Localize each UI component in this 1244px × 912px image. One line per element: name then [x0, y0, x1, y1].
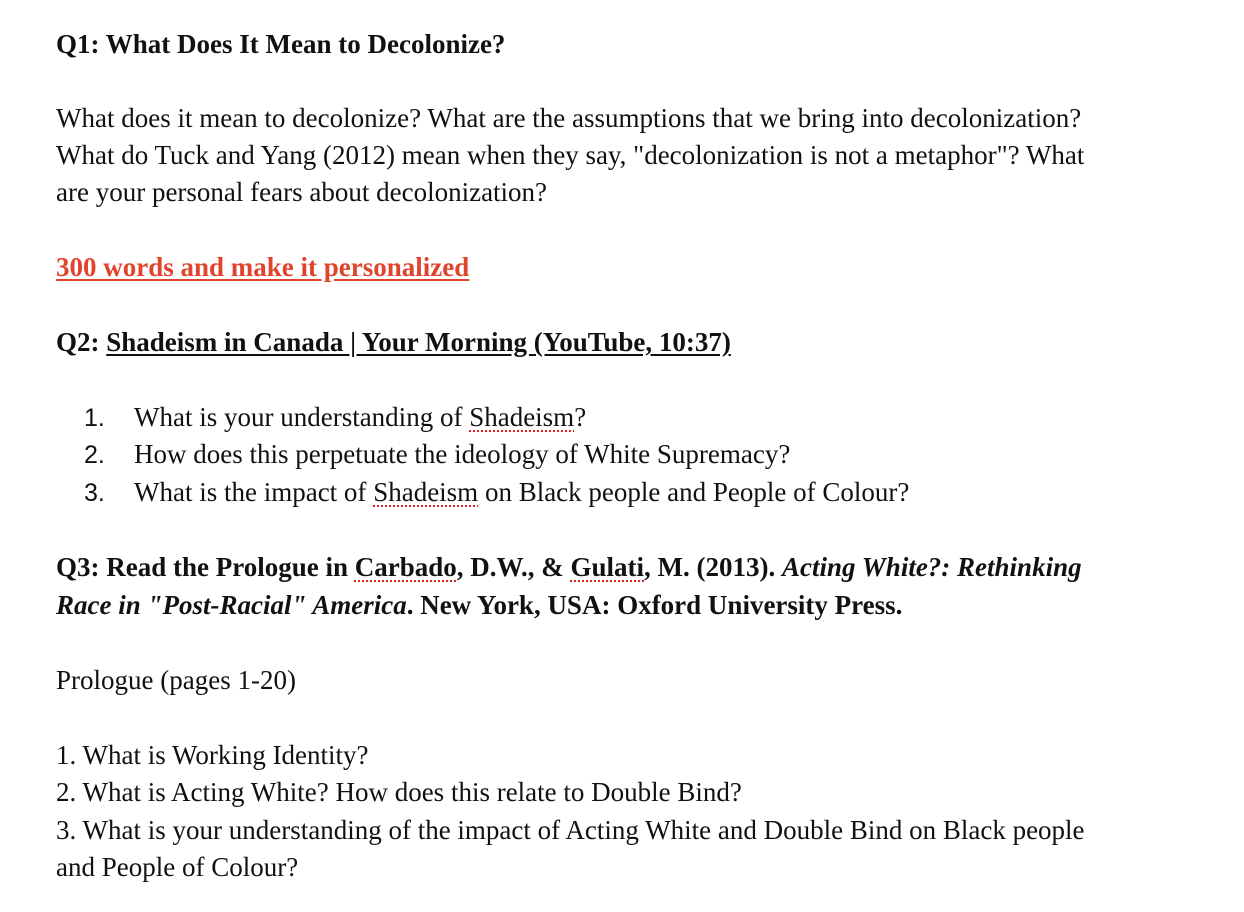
q3-heading-line-1 — [56, 549, 1082, 586]
q2-list-item — [84, 399, 586, 437]
spellcheck-flag: Carbado — [354, 552, 457, 582]
q1-paragraph-line-3: are your personal fears about decolonization? — [56, 177, 548, 207]
q2-list-item — [84, 474, 909, 512]
q2-heading — [56, 324, 731, 361]
book-title: Acting White?: Rethinking — [782, 552, 1082, 582]
q3-heading-line-2 — [56, 587, 902, 624]
q2-list-number: 1. — [84, 404, 105, 432]
q2-item-text: How does this perpetuate the ideology of White Supremacy? — [134, 439, 791, 469]
q2-list-number: 3. — [84, 479, 105, 507]
q2-item-text-end: on Black people and People of Colour? — [478, 477, 910, 507]
q3-heading-text: Q3: Read the Prologue in — [56, 552, 355, 582]
q2-item-text: What is the impact of — [134, 477, 374, 507]
q3-heading-text: . New York, USA: Oxford University Press. — [406, 590, 903, 620]
q2-heading-prefix: Q2: — [56, 327, 107, 357]
q2-list-item — [84, 436, 790, 474]
q2-item-text: What is your understanding of — [134, 402, 470, 432]
prologue-label: Prologue (pages 1-20) — [56, 665, 296, 695]
q3-question-line-1: 1. What is Working Identity? — [56, 740, 369, 770]
q1-heading: Q1: What Does It Mean to Decolonize? — [56, 29, 506, 59]
book-title: Race in "Post-Racial" America — [56, 590, 407, 620]
q2-item-text-end: ? — [574, 402, 587, 432]
q3-question-line-3: 3. What is your understanding of the impact of Acting White and Double Bind on Black people — [56, 815, 1085, 845]
q2-list-number: 2. — [84, 441, 105, 469]
q2-video-link[interactable]: Shadeism in Canada | Your Morning (YouTube, 10:37) — [106, 327, 731, 357]
spellcheck-flag: Shadeism — [373, 477, 479, 507]
word-count-note: 300 words and make it personalized — [56, 252, 470, 282]
q3-question-line-2: 2. What is Acting White? How does this relate to Double Bind? — [56, 777, 742, 807]
q3-heading-text: , D.W., & — [456, 552, 571, 582]
q3-question-line-4: and People of Colour? — [56, 852, 299, 882]
q1-paragraph-line-1: What does it mean to decolonize? What are the assumptions that we bring into decolonization? — [56, 103, 1082, 133]
q1-paragraph-line-2: What do Tuck and Yang (2012) mean when they say, "decolonization is not a metaphor"? What — [56, 140, 1085, 170]
q3-heading-text: , M. (2013). — [644, 552, 783, 582]
spellcheck-flag: Shadeism — [469, 402, 575, 432]
spellcheck-flag: Gulati — [570, 552, 645, 582]
